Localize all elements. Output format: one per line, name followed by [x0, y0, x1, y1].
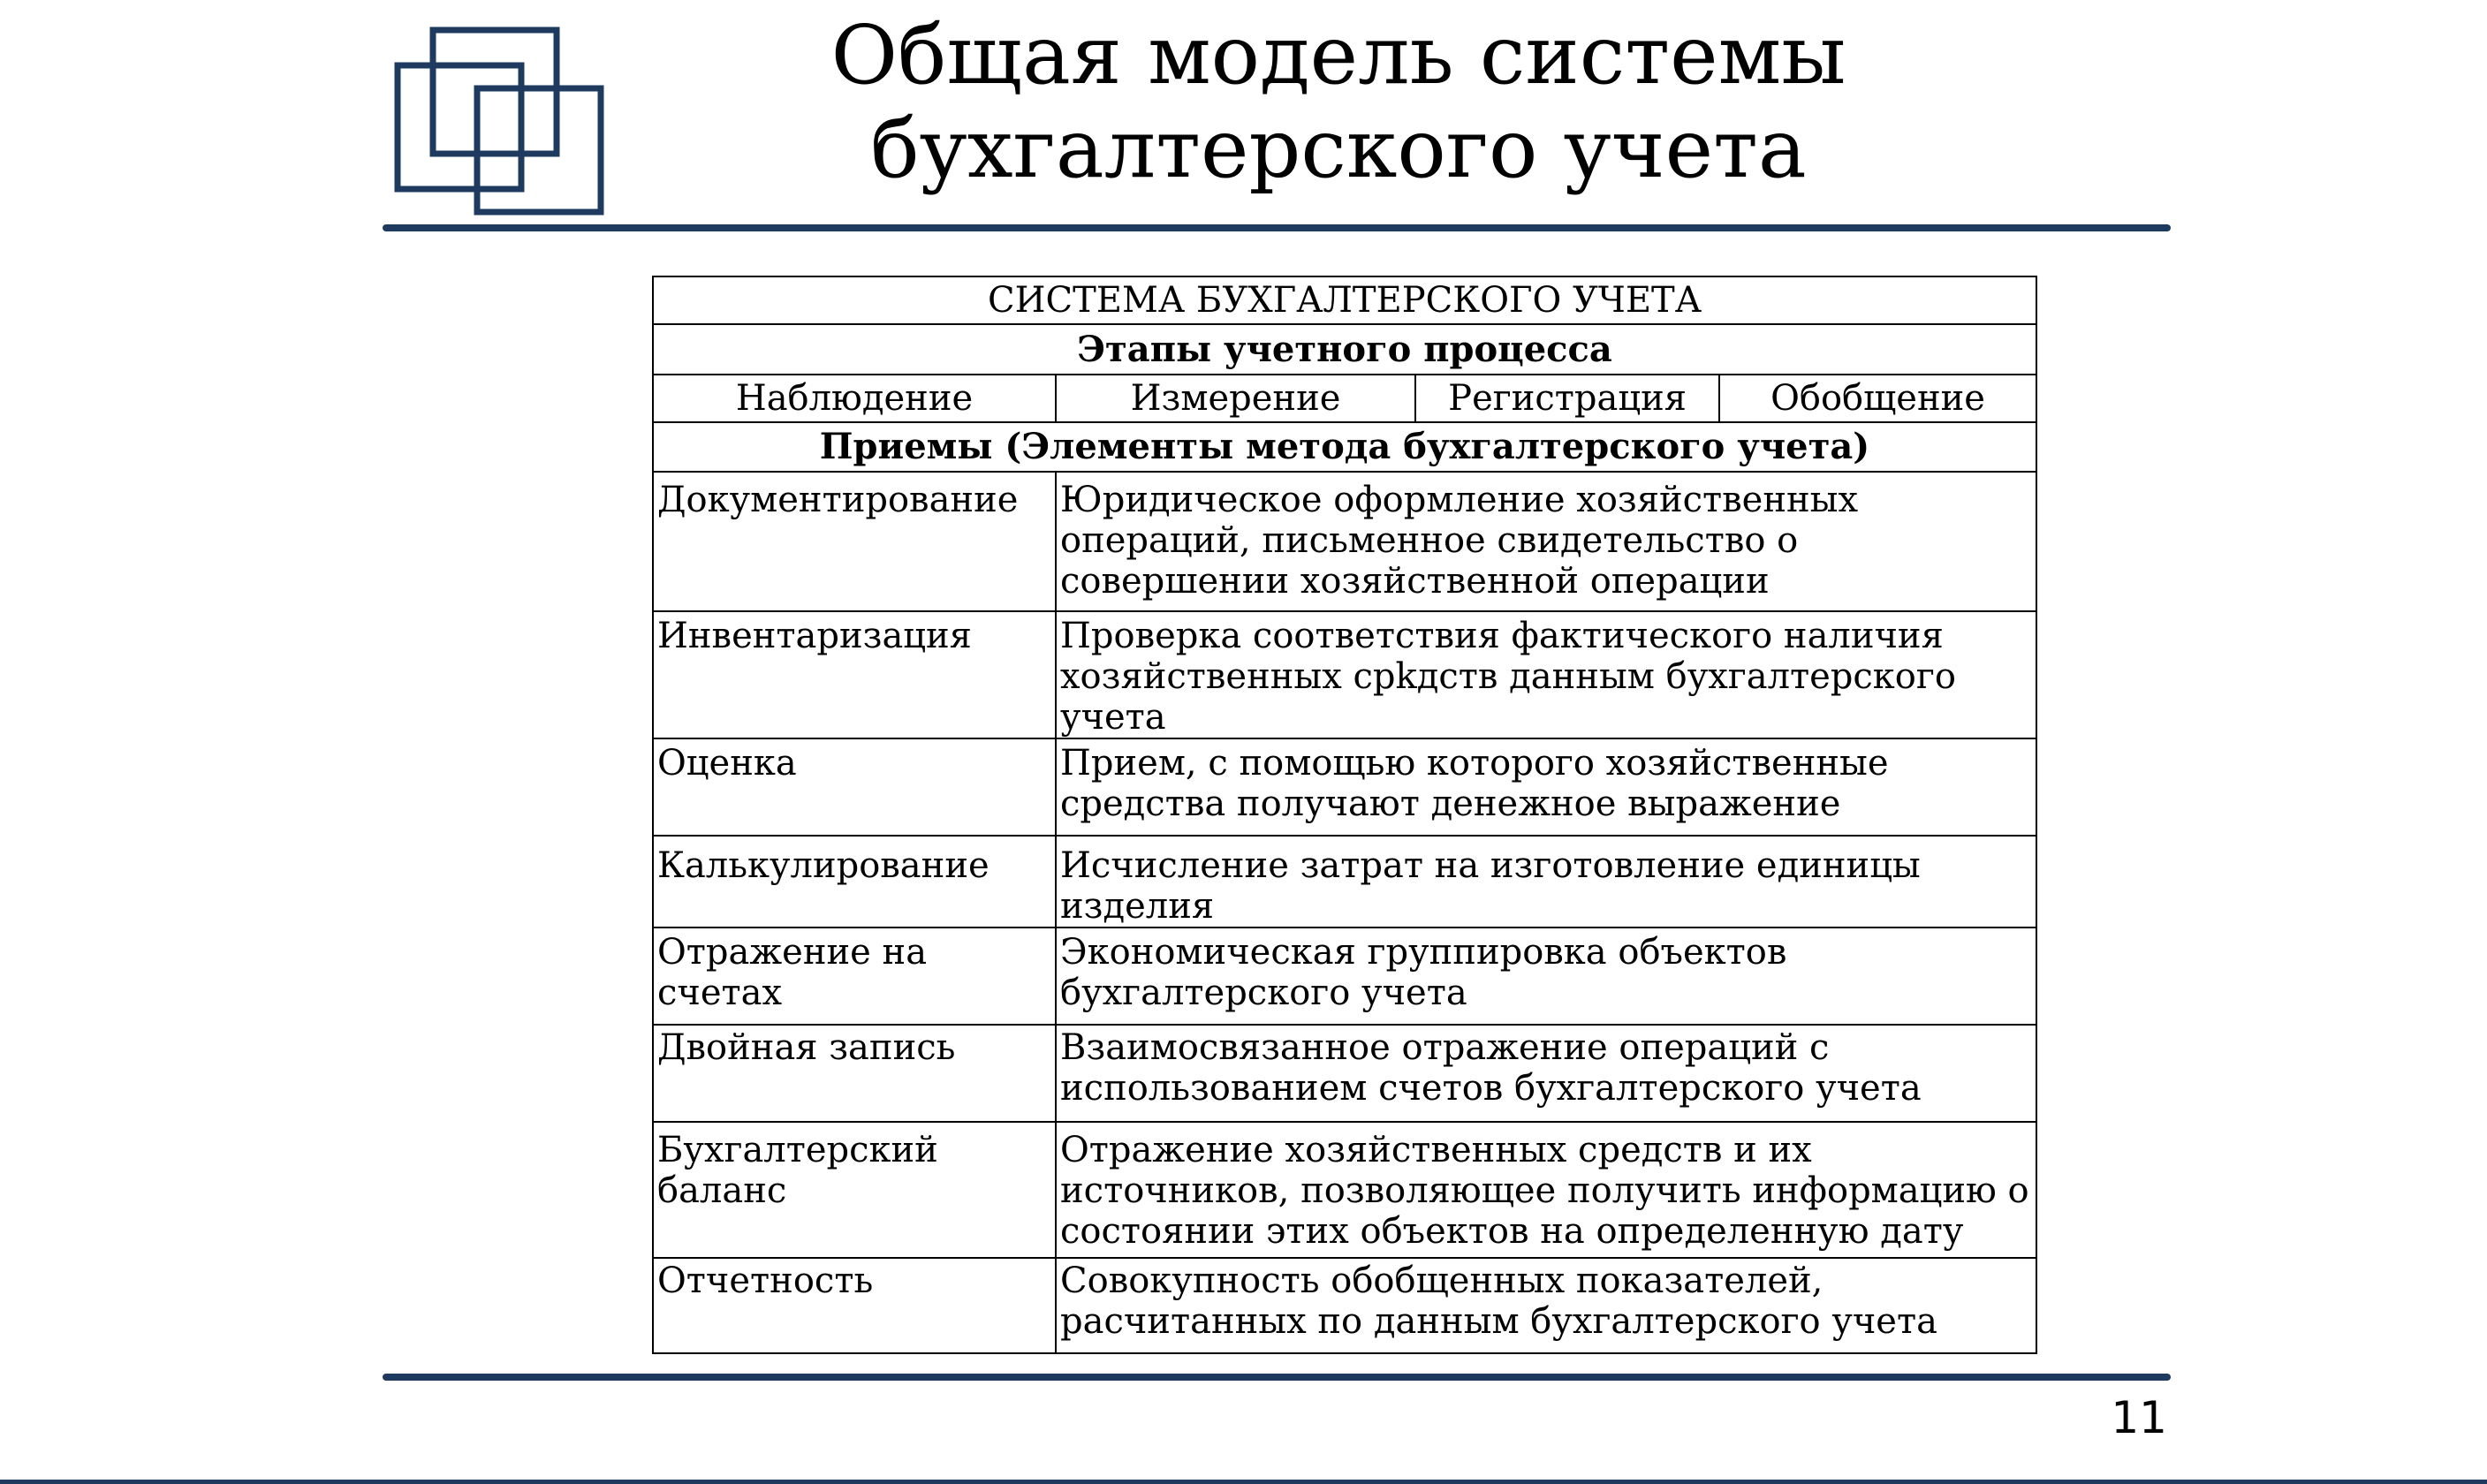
method-name: Бухгалтерский баланс	[653, 1122, 1056, 1258]
bottom-border	[0, 1480, 2487, 1484]
method-description: Проверка соответствия фактического наличия хозяйственных срkдств данным бухгалтерского учета	[1056, 611, 2036, 738]
method-name: Калькулирование	[653, 836, 1056, 928]
table-row	[653, 1025, 2036, 1122]
stage-cell: Регистрация	[1415, 375, 1719, 422]
stage-cell: Обобщение	[1719, 375, 2036, 422]
slide-title	[742, 9, 1935, 196]
method-description: Взаимосвязанное отражение операций с использованием счетов бухгалтерского учета	[1056, 1025, 2036, 1122]
method-name: Отчетность	[653, 1258, 1056, 1353]
methods-title-row	[653, 422, 2036, 472]
table-header: СИСТЕМА БУХГАЛТЕРСКОГО УЧЕТА	[653, 276, 2036, 324]
slide-title-line-2: бухгалтерского учета	[870, 102, 1807, 196]
method-description: Юридическое оформление хозяйственных операций, письменное свидетельство о совершении хозяйственной операции	[1056, 472, 2036, 611]
table-row	[653, 928, 2036, 1025]
method-description: Отражение хозяйственных средств и их источников, позволяющее получить информацию о состоянии этих объектов на определенную дату	[1056, 1122, 2036, 1258]
stages-title-row	[653, 324, 2036, 375]
stage-cell: Наблюдение	[653, 375, 1056, 422]
method-name: Отражение на счетах	[653, 928, 1056, 1025]
method-name: Оценка	[653, 738, 1056, 836]
table-row	[653, 1258, 2036, 1353]
stages-row	[653, 375, 2036, 422]
method-description: Совокупность обобщенных показателей, расчитанных по данным бухгалтерского учета	[1056, 1258, 2036, 1353]
table-row	[653, 1122, 2036, 1258]
table-row	[653, 738, 2036, 836]
table-row	[653, 472, 2036, 611]
overlapping-squares-icon	[394, 26, 606, 216]
table-row	[653, 611, 2036, 738]
stage-cell: Измерение	[1056, 375, 1415, 422]
page-number: 11	[2111, 1392, 2167, 1443]
method-description: Исчисление затрат на изготовление единицы изделия	[1056, 836, 2036, 928]
method-name: Документирование	[653, 472, 1056, 611]
table-header-row	[653, 276, 2036, 324]
method-description: Прием, с помощью которого хозяйственные средства получают денежное выражение	[1056, 738, 2036, 836]
accounting-system-table	[652, 276, 2037, 1354]
method-name: Двойная запись	[653, 1025, 1056, 1122]
stages-title: Этапы учетного процесса	[653, 324, 2036, 375]
method-name: Инвентаризация	[653, 611, 1056, 738]
method-description: Экономическая группировка объектов бухгалтерского учета	[1056, 928, 2036, 1025]
footer-divider	[383, 1374, 2171, 1381]
title-divider	[383, 224, 2171, 231]
slide-title-line-1: Общая модель системы	[830, 8, 1846, 102]
table-row	[653, 836, 2036, 928]
methods-title: Приемы (Элементы метода бухгалтерского учета)	[653, 422, 2036, 472]
